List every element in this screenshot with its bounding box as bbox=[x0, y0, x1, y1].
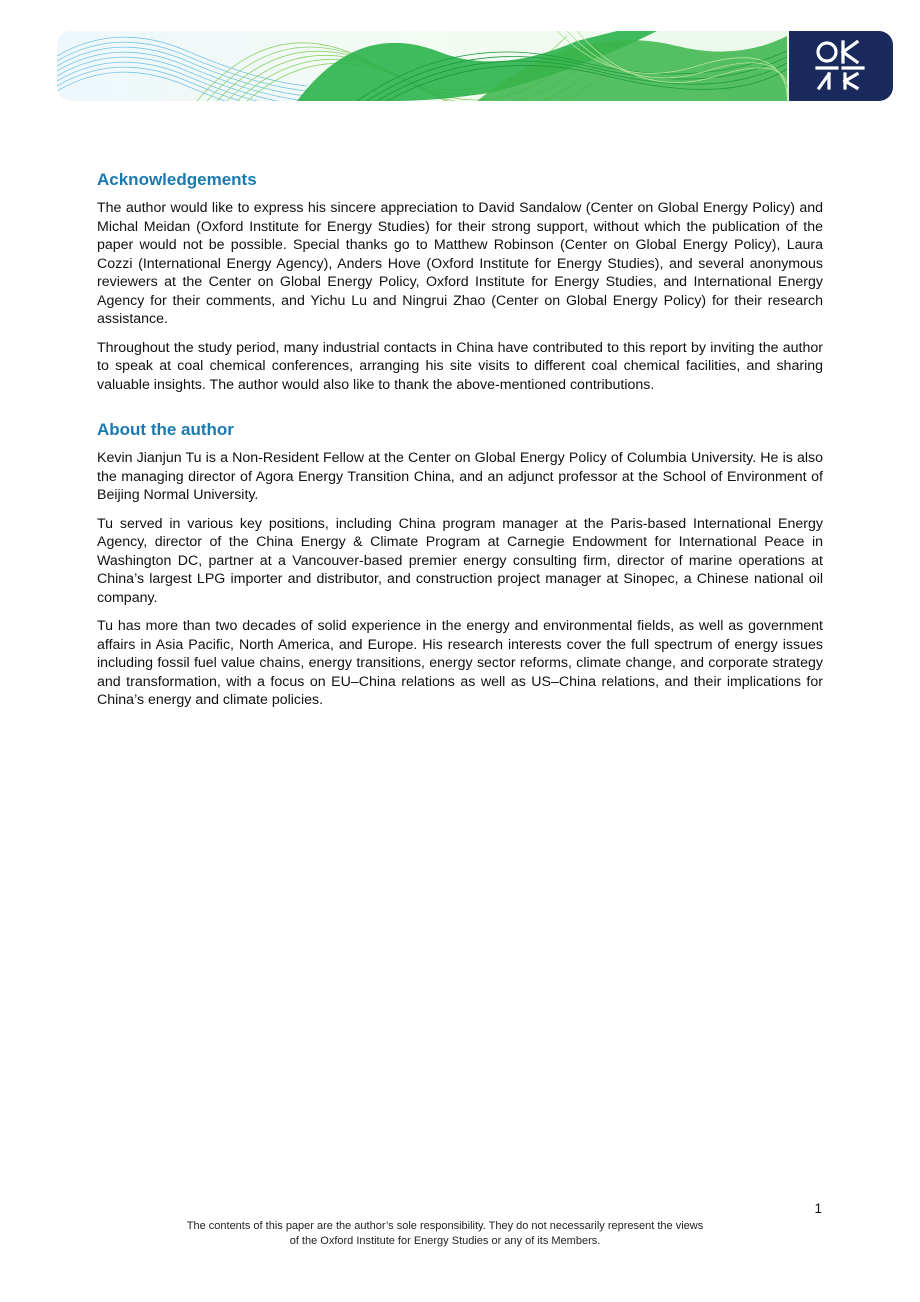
acknowledgements-paragraph-1: The author would like to express his sincere appreciation to David Sandalow (Center on Global Energy Policy) and Michal Meidan (Oxford Institute for Energy Studies) for their strong support, without which the publication of the paper would not be possible. Special thanks go to Matthew Robinson (Center on Global Energy Policy), Laura Cozzi (International Energy Agency), Anders Hove (Oxford Institute for Energy Studies), and several anonymous reviewers at the Center on Global Energy Policy, Oxford Institute for Energy Studies, and International Energy Agency for their comments, and Yichu Lu and Ningrui Zhao (Center on Global Energy Policy) for their research assistance. bbox=[97, 200, 823, 327]
about-author-heading: About the author bbox=[97, 420, 234, 439]
footer-line-1: The contents of this paper are the author’s sole responsibility. They do not necessarily represent the views bbox=[186, 1220, 704, 1232]
logo-panel bbox=[789, 31, 893, 101]
about-author-paragraph-3: Tu has more than two decades of solid experience in the energy and environmental fields, as well as government affairs in Asia Pacific, North America, and Europe. His research interests cover the full spectrum of energy issues including fossil fuel value chains, energy transitions, energy sector reforms, climate change, and corporate strategy and transformation, with a focus on EU–China relations as well as US–China relations, and their implications for China’s energy and climate policies. bbox=[97, 618, 823, 708]
acknowledgements-paragraph-2: Throughout the study period, many industrial contacts in China have contributed to this report by inviting the author to speak at coal chemical conferences, arranging his site visits to different coal chemical facilities, and sharing valuable insights. The author would also like to thank the above-mentioned contributions. bbox=[97, 339, 823, 393]
banner-wave-graphic bbox=[57, 31, 893, 101]
acknowledgements-heading: Acknowledgements bbox=[97, 170, 257, 189]
footer-disclaimer bbox=[100, 1219, 790, 1248]
page-number: 1 bbox=[814, 1201, 822, 1216]
page-content bbox=[97, 170, 823, 720]
footer-line-2: of the Oxford Institute for Energy Studies or any of its Members. bbox=[289, 1234, 601, 1247]
about-author-paragraph-1: Kevin Jianjun Tu is a Non-Resident Fellow at the Center on Global Energy Policy of Columbia University. He is also the managing director of Agora Energy Transition China, and an adjunct professor at the School of Environment of Beijing Normal University. bbox=[97, 450, 823, 503]
header-banner bbox=[57, 31, 893, 101]
about-author-paragraph-2: Tu served in various key positions, including China program manager at the Paris-based International Energy Agency, director of the China Energy & Climate Program at Carnegie Endowment for International Peace in Washington DC, partner at a Vancouver-based premier energy consulting firm, director of marine operations at China’s largest LPG importer and distributor, and construction project manager at Sinopec, a Chinese national oil company. bbox=[97, 515, 823, 606]
